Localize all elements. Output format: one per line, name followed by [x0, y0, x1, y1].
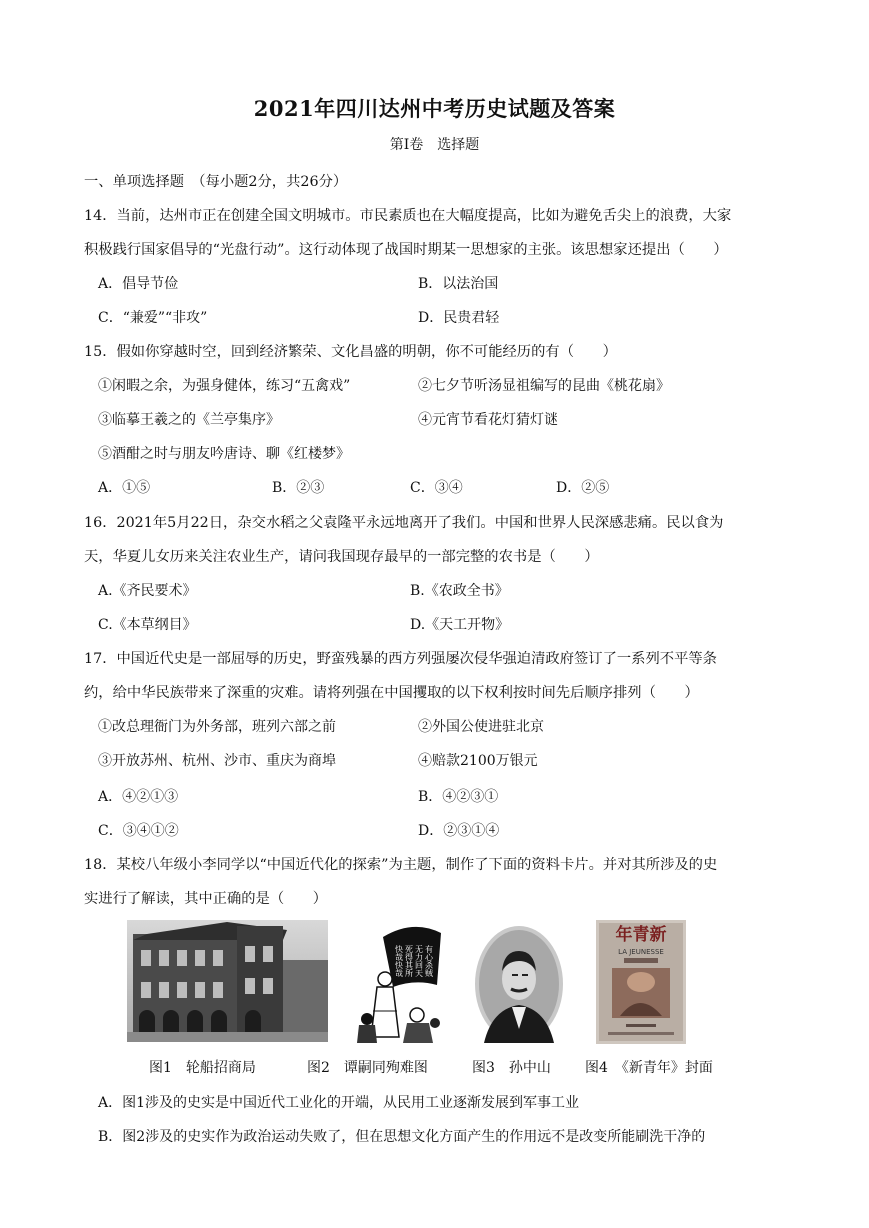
q15-item-2: ②七夕节听汤显祖编写的昆曲《桃花扇》 [418, 378, 670, 394]
q14-option-c: C．“兼爱”“非攻” [98, 310, 208, 326]
q14-stem-line2: 积极践行国家倡导的“光盘行动”。这行动体现了战国时期某一思想家的主张。该思想家还提出（ ） [84, 242, 728, 258]
q14-stem-line1: 14．当前，达州市正在创建全国文明城市。市民素质也在大幅度提高，比如为避免舌尖上的浪费，大家 [84, 208, 732, 224]
q16-option-a: A.《齐民要术》 [98, 583, 197, 599]
section-heading: 一、单项选择题 （每小题2分，共26分） [84, 174, 348, 190]
q14-option-b: B．以法治国 [418, 276, 499, 292]
q15-option-b: B．②③ [272, 480, 325, 496]
fig1-building-photo [127, 920, 328, 1042]
volume-subtitle: 第Ⅰ卷 选择题 [389, 137, 480, 153]
q17-option-b: B．④②③① [418, 789, 499, 805]
fig2-tan-sitong-illustration [355, 921, 445, 1043]
fig4-caption: 图4 《新青年》封面 [585, 1060, 713, 1076]
page-title: 2021年四川达州中考历史试题及答案 [253, 96, 616, 121]
q18-stem-line2: 实进行了解读，其中正确的是（ ） [84, 891, 328, 907]
q15-item-4: ④元宵节看花灯猜灯谜 [418, 412, 558, 428]
q15-item-1: ①闲暇之余，为强身健体，练习“五禽戏” [98, 378, 351, 394]
fig1-caption: 图1 轮船招商局 [149, 1060, 256, 1076]
q17-option-c: C．③④①② [98, 823, 179, 839]
fig2-caption: 图2 谭嗣同殉难图 [307, 1060, 428, 1076]
q16-stem-line1: 16．2021年5月22日，杂交水稻之父袁隆平永远地离开了我们。中国和世界人民深感悲痛。民以食为 [84, 515, 724, 531]
q16-option-c: C.《本草纲目》 [98, 617, 197, 633]
q16-option-b: B.《农政全书》 [410, 583, 509, 599]
q17-item-4: ④赔款2100万银元 [418, 753, 538, 769]
q14-option-a: A．倡导节俭 [98, 276, 179, 292]
fig3-sun-yatsen-portrait [474, 925, 564, 1043]
q18-option-b: B．图2涉及的史实作为政治运动失败了，但在思想文化方面产生的作用远不是改变所能刷洗干净的 [98, 1129, 706, 1145]
q16-stem-line2: 天，华夏儿女历来关注农业生产，请问我国现存最早的一部完整的农书是（ ） [84, 549, 599, 565]
q16-option-d: D.《天工开物》 [410, 617, 510, 633]
fig2-inscription-2: 无力回天 [414, 945, 424, 977]
q17-item-1: ①改总理衙门为外务部，班列六部之前 [98, 719, 336, 735]
fig2-inscription-1: 有心杀贼 [424, 945, 434, 977]
q15-item-5: ⑤酒酣之时与朋友吟唐诗、聊《红楼梦》 [98, 446, 350, 462]
q14-option-d: D．民贵君轻 [418, 310, 500, 326]
q17-option-a: A．④②①③ [98, 789, 179, 805]
fig4-subtitle: LA JEUNESSE [618, 948, 664, 956]
q18-stem-line1: 18．某校八年级小李同学以“中国近代化的探索”为主题，制作了下面的资料卡片。并对其所涉及的史 [84, 857, 718, 873]
q17-option-d: D．②③①④ [418, 823, 500, 839]
q18-option-a: A．图1涉及的史实是中国近代工业化的开端，从民用工业逐渐发展到军事工业 [98, 1095, 580, 1111]
q15-option-c: C．③④ [410, 480, 463, 496]
q15-option-d: D．②⑤ [556, 480, 610, 496]
fig2-inscription-3: 死得其所 [404, 945, 414, 977]
q15-stem: 15．假如你穿越时空，回到经济繁荣、文化昌盛的明朝，你不可能经历的有（ ） [84, 344, 617, 360]
q15-item-3: ③临摹王羲之的《兰亭集序》 [98, 412, 280, 428]
q17-item-2: ②外国公使进驻北京 [418, 719, 544, 735]
q17-stem-line1: 17．中国近代史是一部屈辱的历史，野蛮残暴的西方列强屡次侵华强迫清政府签订了一系列不平等条 [84, 651, 717, 667]
fig3-caption: 图3 孙中山 [472, 1060, 551, 1076]
q17-item-3: ③开放苏州、杭州、沙市、重庆为商埠 [98, 753, 336, 769]
fig4-new-youth-cover [596, 920, 686, 1044]
q15-option-a: A．①⑤ [98, 480, 151, 496]
fig2-inscription-4: 快哉快哉 [394, 945, 404, 977]
q17-stem-line2: 约，给中华民族带来了深重的灾难。请将列强在中国攫取的以下权利按时间先后顺序排列（ ） [84, 685, 699, 701]
fig4-masthead: 年青新 [615, 925, 667, 945]
